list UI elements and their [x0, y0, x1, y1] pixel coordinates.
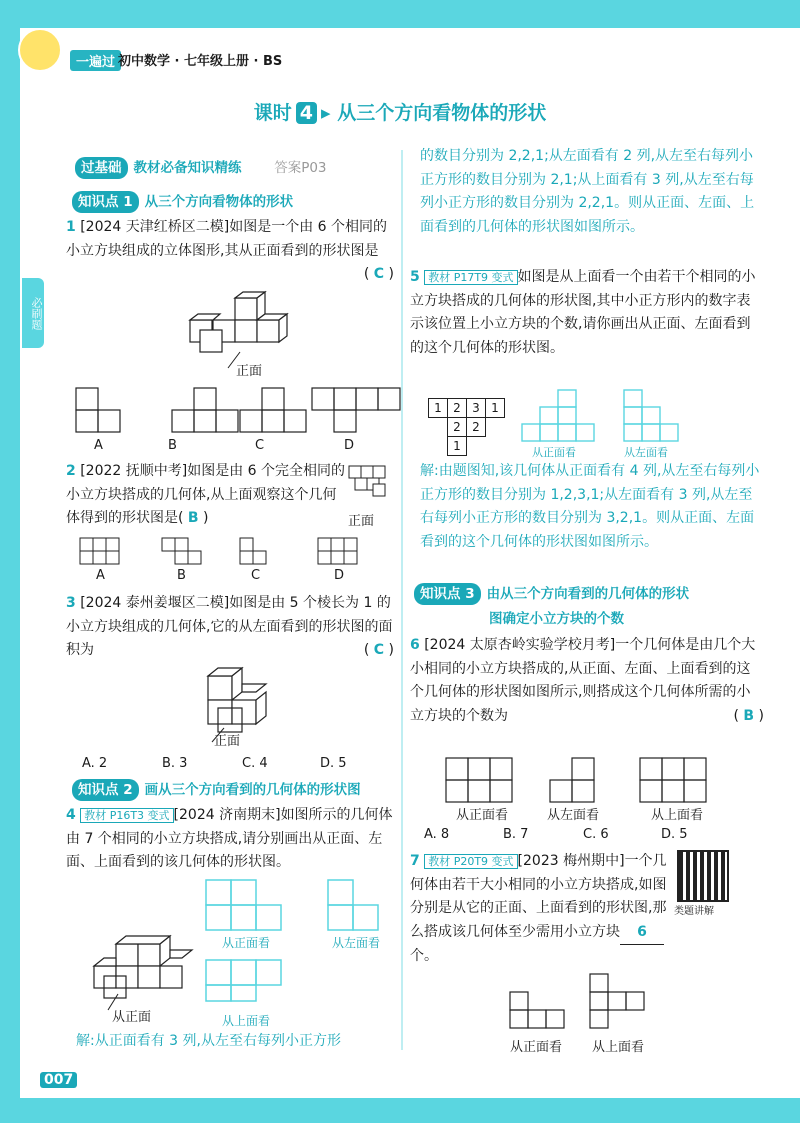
- q1-opt-d: D: [344, 438, 355, 453]
- q4-solution-cont: 的数目分别为 2,2,1;从左面看有 2 列,从左至右每列小正方形的数目分别为 2,1;从上面看有 3 列,从左至右每列小正方形的数目分别为 2,2,1。则从正面、左面、上面看到的几何体的形状图如图所示。: [420, 148, 755, 235]
- q3-front-label: 正面: [214, 734, 241, 749]
- book-title: 初中数学 · 七年级上册 · BS: [118, 54, 283, 69]
- q2-front-label: 正面: [348, 514, 375, 529]
- q2-opt-c: C: [251, 568, 261, 583]
- mascot-logo-icon: [18, 28, 62, 72]
- q1-opt-b: B: [168, 438, 177, 453]
- brand-label: 一遍过: [70, 50, 121, 71]
- q2-opt-d: D: [334, 568, 345, 583]
- q4-base-label: 从正面: [112, 1010, 152, 1025]
- q6-opt-d: D. 5: [661, 827, 688, 842]
- q7-view-figures: [508, 972, 688, 1034]
- q2-opt-b: B: [177, 568, 186, 583]
- q6-opt-a: A. 8: [424, 827, 450, 842]
- q1-front-label: 正面: [236, 364, 263, 379]
- q7-front-label: 从正面看: [510, 1040, 563, 1055]
- q5-answer-figures: [520, 388, 680, 448]
- q4-top-view-label: 从上面看: [222, 1014, 271, 1028]
- q2-options-figure: [78, 536, 398, 568]
- question-5: 5 教材 P17T9 变式 如图是从上面看一个由若干个相同的小立方块搭成的几何体的形状图,其中小正方形内的数字表示该位置上小立方块的个数,请你画出从正面、左面看到的这个几何体的形状图。: [410, 269, 756, 356]
- q1-opt-c: C: [255, 438, 265, 453]
- question-7: 7 教材 P20T9 变式 [2023 梅州期中]一个几何体由若干大小相同的小立方块搭成,如图分别是从它的正面、上面看到的形状图,那么搭成该几何体至少需用小立方块 6个。: [410, 853, 667, 964]
- q6-top-label: 从上面看: [651, 808, 704, 823]
- q5-top-view-grid: 1 2 3 1 2 2 1: [428, 398, 505, 456]
- section-header: 过基础 教材必备知识精练 答案P03: [75, 157, 327, 179]
- q4-front-view-label: 从正面看: [222, 936, 271, 950]
- q7-top-label: 从上面看: [592, 1040, 645, 1055]
- q6-opt-c: C. 6: [583, 827, 609, 842]
- q3-opt-a: A. 2: [82, 756, 108, 771]
- q2-opt-a: A: [96, 568, 105, 583]
- question-6: 6 [2024 太原杏岭实验学校月考]一个几何体是由几个大小相同的小立方块搭成的,从正面、左面、上面看到的这个几何体的形状图如图所示,则搭成这个几何体所需的小立方块的个数为 ( B ): [410, 637, 764, 724]
- q2-cube-figure: [347, 462, 397, 502]
- column-divider: [401, 150, 403, 1050]
- question-4: 4 教材 P16T3 变式 [2024 济南期末]如图所示的几何体由 7 个相同的小立方块搭成,请分别画出从正面、左面、上面看到的该几何体的形状图。: [66, 807, 393, 870]
- q4-cube-figure: [88, 936, 198, 1016]
- q4-left-view-label: 从左面看: [332, 936, 381, 950]
- knowledge-point-1: 知识点 1 从三个方向看物体的形状: [72, 191, 293, 213]
- q6-front-label: 从正面看: [456, 808, 509, 823]
- question-3: 3 [2024 泰州姜堰区二模]如图是由 5 个棱长为 1 的小立方块组成的几何体,它的从左面看到的形状图的面积为 ( C ): [66, 595, 394, 658]
- q3-opt-c: C. 4: [242, 756, 268, 771]
- q3-opt-d: D. 5: [320, 756, 347, 771]
- knowledge-point-3: 知识点 3 由从三个方向看到的几何体的形状: [414, 583, 689, 605]
- q1-opt-a: A: [94, 438, 103, 453]
- page-number: 007: [40, 1072, 77, 1088]
- qr-code-label: 类题讲解: [674, 906, 714, 917]
- q3-opt-b: B. 3: [162, 756, 188, 771]
- q6-opt-b: B. 7: [503, 827, 529, 842]
- knowledge-point-2: 知识点 2 画从三个方向看到的几何体的形状图: [72, 779, 361, 801]
- q5-solution: 解:由题图知,该几何体从正面看有 4 列,从左至右每列小正方形的数目分别为 1,2,3,1;从左面看有 3 列,从左至右每列小正方形的数目分别为 3,2,1。则从正面、左面看到的这个几何体的形状图如图所示。: [420, 463, 760, 550]
- knowledge-point-3-cont: 图确定小立方块的个数: [489, 611, 624, 627]
- lesson-title: 课时 4 ▸ 从三个方向看物体的形状: [253, 102, 547, 124]
- question-1: 1 [2024 天津红桥区二模]如图是一个由 6 个相同的小立方块组成的立体图形,其从正面看到的形状图是 ( C ): [66, 219, 394, 282]
- q6-left-label: 从左面看: [547, 808, 600, 823]
- q6-view-figures: [440, 756, 780, 806]
- side-tab: 必刷题: [22, 278, 44, 348]
- q1-options-figure: [72, 386, 402, 436]
- q5-front-view-label: 从正面看: [532, 446, 576, 459]
- qr-code-icon[interactable]: [677, 850, 729, 902]
- q5-left-view-label: 从左面看: [624, 446, 668, 459]
- q4-solution-start: 解:从正面看有 3 列,从左至右每列小正方形: [76, 1033, 341, 1049]
- question-2: 2 [2022 抚顺中考]如图是由 6 个完全相同的小立方块搭成的几何体,从上面观察这个几何体得到的形状图是( B ): [66, 463, 346, 526]
